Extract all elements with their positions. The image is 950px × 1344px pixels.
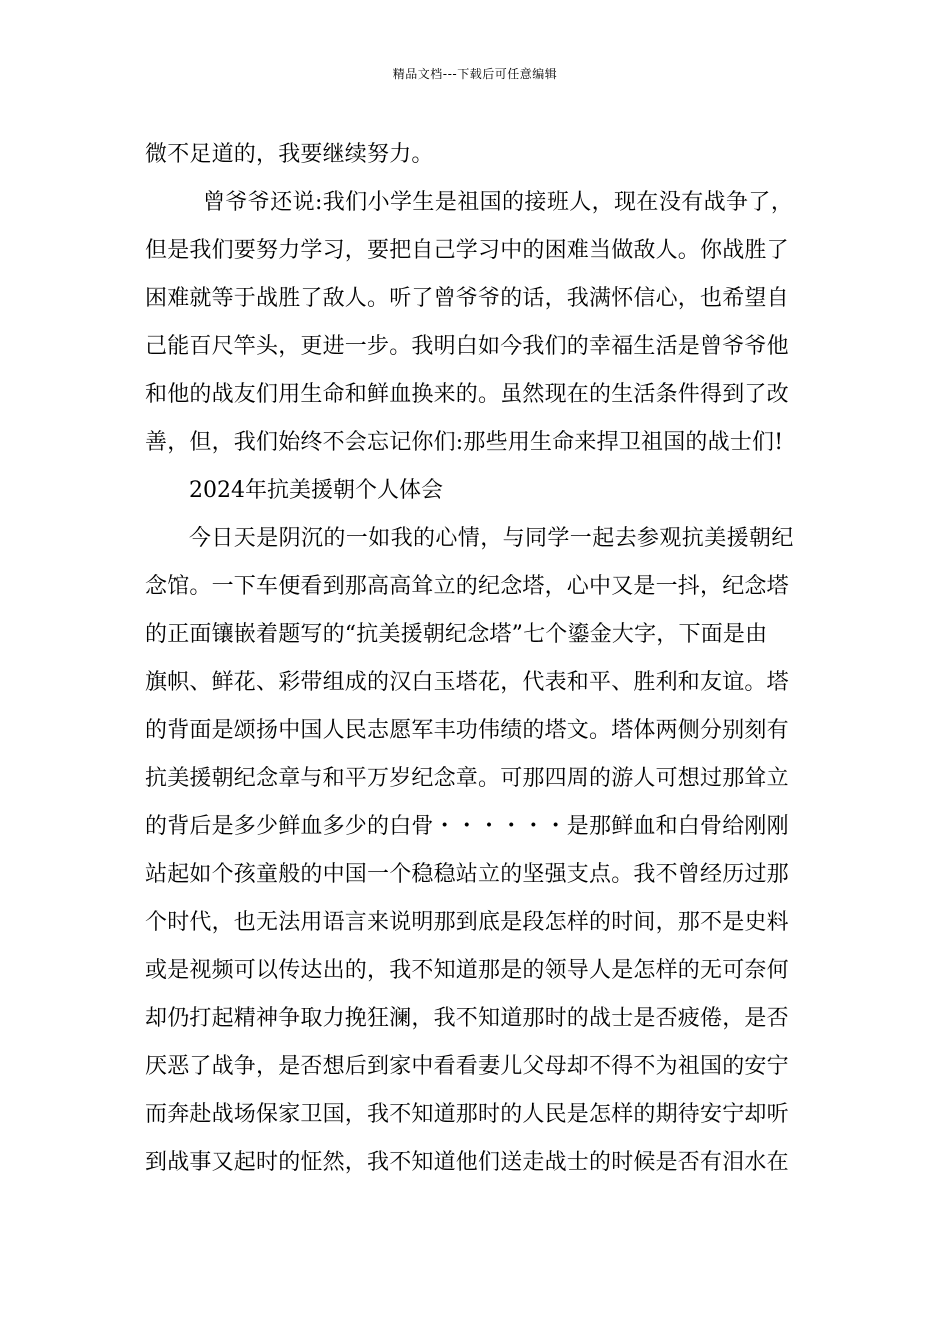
text-line: 善，但，我们始终不会忘记你们:那些用生命来捍卫祖国的战士们! bbox=[145, 430, 784, 455]
text-line: 厌恶了战争，是否想后到家中看看妻儿父母却不得不为祖国的安宁 bbox=[145, 1054, 789, 1079]
page-header: 精品文档---下载后可任意编辑 bbox=[392, 67, 558, 81]
text-line: 曾爷爷还说:我们小学生是祖国的接班人，现在没有战争了， bbox=[203, 190, 794, 215]
text-line: 到战事又起时的怔然，我不知道他们送走战士的时候是否有泪水在 bbox=[145, 1150, 789, 1175]
section-heading: 2024年抗美援朝个人体会 bbox=[189, 478, 443, 503]
text-line: 己能百尺竿头，更进一步。我明白如今我们的幸福生活是曾爷爷他 bbox=[145, 334, 789, 359]
text-line: 但是我们要努力学习，要把自己学习中的困难当做敌人。你战胜了 bbox=[145, 238, 789, 263]
text-line: 的背面是颂扬中国人民志愿军丰功伟绩的塔文。塔体两侧分别刻有 bbox=[145, 718, 789, 743]
text-line: 微不足道的，我要继续努力。 bbox=[145, 142, 434, 167]
text-line: 旗帜、鲜花、彩带组成的汉白玉塔花，代表和平、胜利和友谊。塔 bbox=[145, 670, 789, 695]
text-line: 困难就等于战胜了敌人。听了曾爷爷的话，我满怀信心，也希望自 bbox=[145, 286, 789, 311]
text-line: 和他的战友们用生命和鲜血换来的。虽然现在的生活条件得到了改 bbox=[145, 382, 789, 407]
text-line: 却仍打起精神争取力挽狂澜，我不知道那时的战士是否疲倦，是否 bbox=[145, 1006, 789, 1031]
text-line: 或是视频可以传达出的，我不知道那是的领导人是怎样的无可奈何 bbox=[145, 958, 789, 983]
text-line: 个时代，也无法用语言来说明那到底是段怎样的时间，那不是史料 bbox=[145, 910, 789, 935]
text-line: 念馆。一下车便看到那高高耸立的纪念塔，心中又是一抖，纪念塔 bbox=[145, 574, 789, 599]
text-line: 今日天是阴沉的一如我的心情，与同学一起去参观抗美援朝纪 bbox=[189, 526, 794, 551]
document-body bbox=[145, 131, 809, 1187]
text-line: 的正面镶嵌着题写的“抗美援朝纪念塔”七个鎏金大字，下面是由 bbox=[145, 622, 768, 647]
text-line: 的背后是多少鲜血多少的白骨・・・・・・是那鲜血和白骨给刚刚 bbox=[145, 814, 789, 839]
text-line: 而奔赴战场保家卫国，我不知道那时的人民是怎样的期待安宁却听 bbox=[145, 1102, 789, 1127]
text-line: 抗美援朝纪念章与和平万岁纪念章。可那四周的游人可想过那耸立 bbox=[145, 766, 789, 791]
text-line: 站起如个孩童般的中国一个稳稳站立的坚强支点。我不曾经历过那 bbox=[145, 862, 789, 887]
